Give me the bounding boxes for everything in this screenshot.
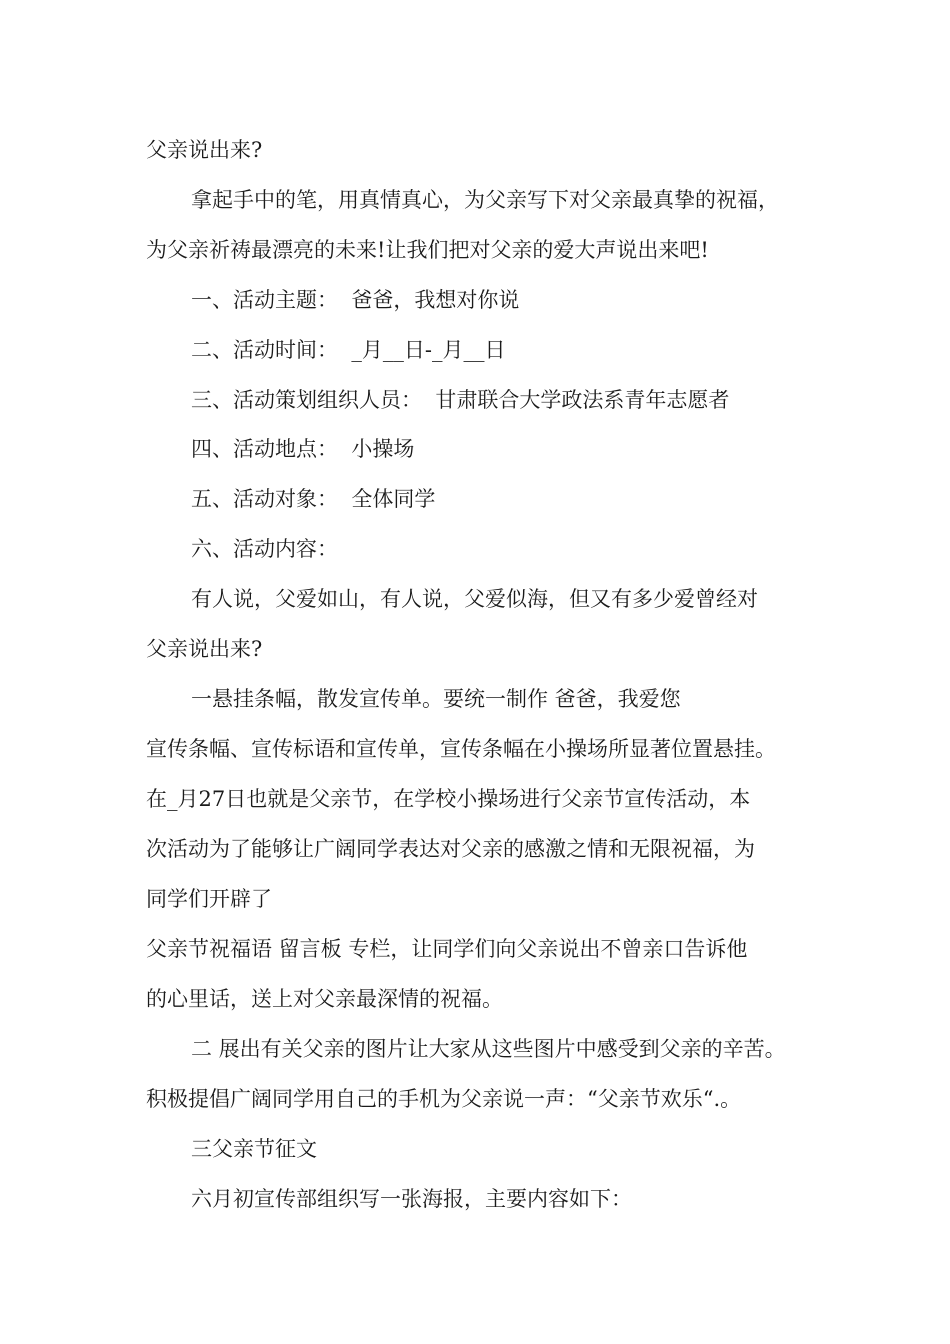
- section-heading: 三父亲节征文: [191, 1137, 317, 1161]
- activity-audience-line: 五、活动对象： 全体同学: [191, 487, 436, 511]
- text-line: 父亲说出来?: [146, 637, 263, 661]
- text-line: 父亲节祝福语 留言板 专栏，让同学们向父亲说出不曾亲口告诉他: [146, 937, 748, 961]
- text-line: 次活动为了能够让广阔同学表达对父亲的感激之情和无限祝福，为: [146, 837, 755, 861]
- paragraph-line: 一悬挂条幅，散发宣传单。要统一制作 爸爸，我爱您: [191, 687, 681, 711]
- paragraph-line: 有人说，父爱如山，有人说，父爱似海，但又有多少爱曾经对: [191, 587, 758, 611]
- paragraph-line: 二 展出有关父亲的图片让大家从这些图片中感受到父亲的辛苦。: [191, 1037, 786, 1061]
- text-line: 为父亲祈祷最漂亮的未来!让我们把对父亲的爱大声说出来吧!: [146, 238, 709, 262]
- activity-location-line: 四、活动地点： 小操场: [191, 437, 415, 461]
- paragraph-line: 六月初宣传部组织写一张海报，主要内容如下：: [191, 1187, 632, 1211]
- text-line: 同学们开辟了: [146, 887, 272, 911]
- activity-content-heading: 六、活动内容：: [191, 537, 338, 561]
- activity-theme-line: 一、活动主题： 爸爸，我想对你说: [191, 288, 520, 312]
- text-line: 宣传条幅、宣传标语和宣传单，宣传条幅在小操场所显著位置悬挂。: [146, 737, 776, 761]
- text-line: 父亲说出来?: [146, 138, 263, 162]
- text-line: 的心里话，送上对父亲最深情的祝福。: [146, 987, 503, 1011]
- activity-time-line: 二、活动时间： _月__日-_月__日: [191, 338, 506, 362]
- paragraph-line: 拿起手中的笔，用真情真心，为父亲写下对父亲最真挚的祝福，: [191, 188, 779, 212]
- text-line: 在_月27日也就是父亲节，在学校小操场进行父亲节宣传活动，本: [146, 787, 751, 811]
- text-line: 积极提倡广阔同学用自己的手机为父亲说一声：“父亲节欢乐“.。: [146, 1087, 742, 1111]
- activity-organizer-line: 三、活动策划组织人员： 甘肃联合大学政法系青年志愿者: [191, 388, 730, 412]
